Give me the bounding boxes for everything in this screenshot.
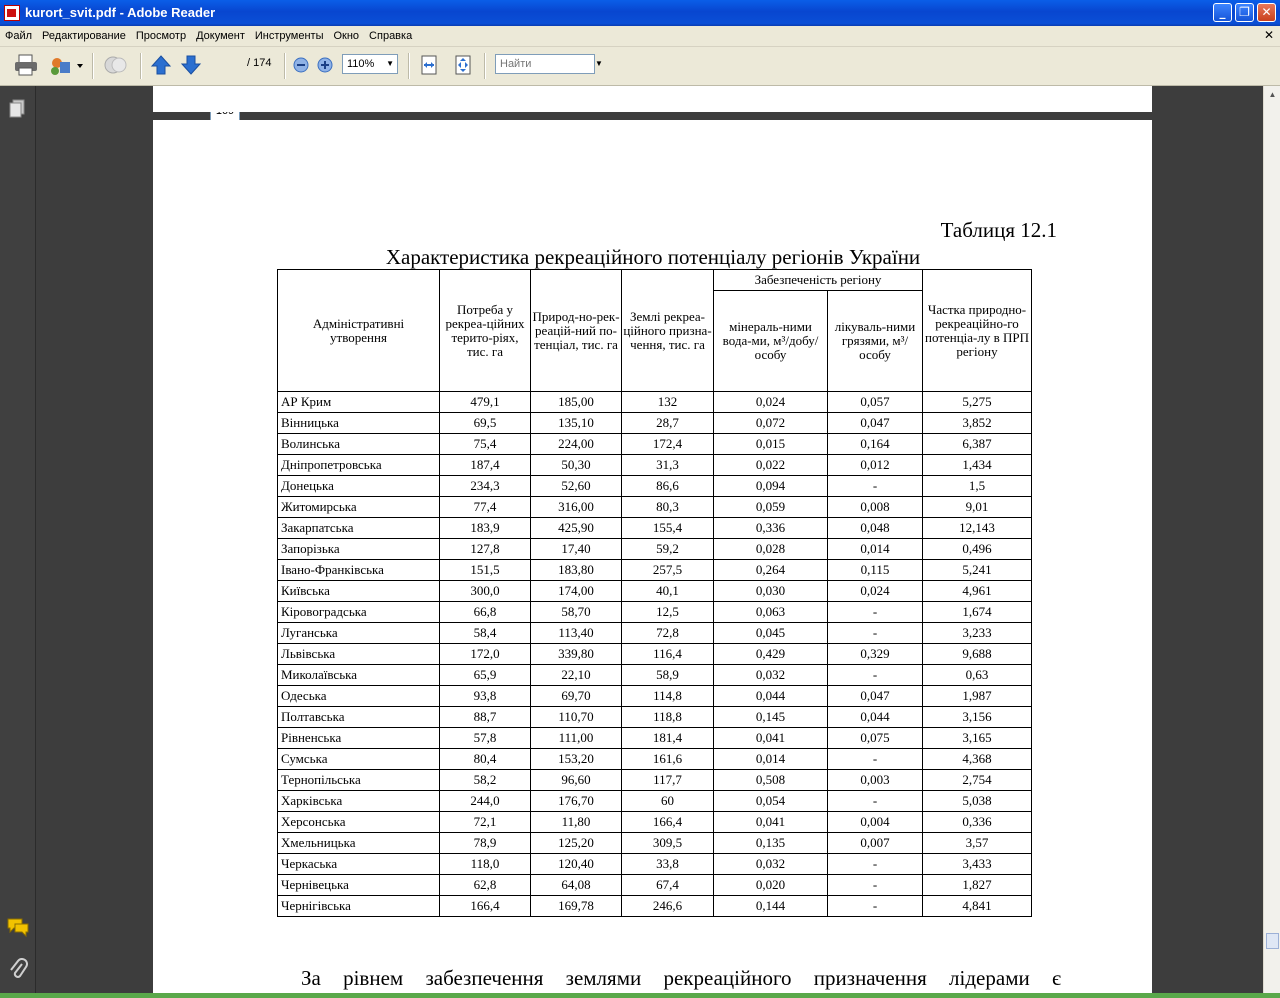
table-cell: 0,047: [828, 686, 923, 707]
table-cell: 0,024: [714, 392, 828, 413]
header-admin-units: Адміністративні утворення: [278, 270, 440, 392]
table-cell: 96,60: [531, 770, 622, 791]
table-cell: 0,030: [714, 581, 828, 602]
table-cell: 88,7: [440, 707, 531, 728]
table-cell: 80,4: [440, 749, 531, 770]
table-row: [278, 875, 1032, 896]
table-cell: 116,4: [622, 644, 714, 665]
table-row: [278, 770, 1032, 791]
table-cell: 62,8: [440, 875, 531, 896]
header-mineral-waters: мінераль-ними вода-ми, м³/добу/ особу: [714, 291, 828, 392]
table-cell: 161,6: [622, 749, 714, 770]
table-cell: 50,30: [531, 455, 622, 476]
title-bar: [0, 0, 1280, 26]
zoom-in-icon[interactable]: [316, 53, 334, 77]
table-cell: 0,063: [714, 602, 828, 623]
zoom-select[interactable]: [342, 54, 398, 74]
table-cell: 65,9: [440, 665, 531, 686]
table-cell: 3,852: [923, 413, 1032, 434]
table-cell: 0,054: [714, 791, 828, 812]
table-cell: 0,115: [828, 560, 923, 581]
table-cell: 12,5: [622, 602, 714, 623]
table-cell: 12,143: [923, 518, 1032, 539]
table-row: [278, 728, 1032, 749]
table-cell: -: [828, 602, 923, 623]
table-cell: 155,4: [622, 518, 714, 539]
table-cell: 0,028: [714, 539, 828, 560]
table-cell: 22,10: [531, 665, 622, 686]
table-cell: 174,00: [531, 581, 622, 602]
table-cell: 57,8: [440, 728, 531, 749]
table-cell: 0,045: [714, 623, 828, 644]
table-cell: 80,3: [622, 497, 714, 518]
header-therapeutic-mud: лікуваль-ними грязями, м³/особу: [828, 291, 923, 392]
close-button[interactable]: ✕: [1257, 3, 1276, 22]
table-cell: 5,241: [923, 560, 1032, 581]
table-cell: 0,144: [714, 896, 828, 917]
region-name-cell: Хмельницька: [278, 833, 440, 854]
table-cell: 1,674: [923, 602, 1032, 623]
table-cell: 125,20: [531, 833, 622, 854]
table-row: [278, 518, 1032, 539]
menu-edit[interactable]: Редактирование: [42, 30, 126, 42]
table-cell: 67,4: [622, 875, 714, 896]
table-cell: 86,6: [622, 476, 714, 497]
table-cell: 58,4: [440, 623, 531, 644]
table-cell: 3,433: [923, 854, 1032, 875]
table-cell: 111,00: [531, 728, 622, 749]
table-cell: 0,057: [828, 392, 923, 413]
scrollbar-thumb[interactable]: [1266, 933, 1279, 949]
table-cell: 176,70: [531, 791, 622, 812]
table-cell: 0,008: [828, 497, 923, 518]
table-cell: 0,164: [828, 434, 923, 455]
region-name-cell: Тернопільська: [278, 770, 440, 791]
table-row: [278, 392, 1032, 413]
table-cell: 185,00: [531, 392, 622, 413]
header-region-provision: Забезпеченість регіону: [714, 270, 923, 291]
table-cell: 114,8: [622, 686, 714, 707]
previous-page-bottom: [153, 86, 1152, 112]
table-row: [278, 623, 1032, 644]
table-row: [278, 476, 1032, 497]
table-cell: 3,165: [923, 728, 1032, 749]
region-name-cell: Івано-Франківська: [278, 560, 440, 581]
table-cell: 9,01: [923, 497, 1032, 518]
recreation-potential-table: [277, 269, 1032, 917]
table-cell: 0,496: [923, 539, 1032, 560]
table-row: [278, 833, 1032, 854]
table-cell: 0,044: [714, 686, 828, 707]
table-cell: 0,020: [714, 875, 828, 896]
table-cell: 0,022: [714, 455, 828, 476]
pages-icon[interactable]: [8, 98, 28, 120]
table-cell: 72,1: [440, 812, 531, 833]
table-cell: 166,4: [622, 812, 714, 833]
table-cell: 0,024: [828, 581, 923, 602]
table-cell: 117,7: [622, 770, 714, 791]
region-name-cell: Львівська: [278, 644, 440, 665]
table-row: [278, 497, 1032, 518]
taskbar-strip: [0, 993, 1280, 998]
next-page-icon[interactable]: [180, 53, 202, 77]
table-cell: -: [828, 476, 923, 497]
share-icon[interactable]: [48, 53, 72, 77]
table-cell: 77,4: [440, 497, 531, 518]
menu-bar: [0, 26, 1280, 47]
table-cell: 58,9: [622, 665, 714, 686]
table-cell: 316,00: [531, 497, 622, 518]
table-cell: 69,5: [440, 413, 531, 434]
table-cell: 1,827: [923, 875, 1032, 896]
table-row: [278, 812, 1032, 833]
page-total-label: / 174: [247, 57, 272, 69]
minimize-button[interactable]: _: [1213, 3, 1232, 22]
table-cell: 17,40: [531, 539, 622, 560]
table-cell: 0,047: [828, 413, 923, 434]
table-cell: 0,135: [714, 833, 828, 854]
table-cell: 339,80: [531, 644, 622, 665]
table-cell: -: [828, 749, 923, 770]
table-row: [278, 854, 1032, 875]
table-number: Таблиця 12.1: [940, 218, 1057, 242]
header-recreational-land: Землі рекреа-ційного призна-чення, тис. га: [622, 270, 714, 392]
table-cell: 28,7: [622, 413, 714, 434]
table-cell: 9,688: [923, 644, 1032, 665]
table-cell: 3,233: [923, 623, 1032, 644]
region-name-cell: Рівненська: [278, 728, 440, 749]
menu-tools[interactable]: Инструменты: [254, 30, 324, 42]
region-name-cell: Закарпатська: [278, 518, 440, 539]
table-cell: 0,007: [828, 833, 923, 854]
table-cell: -: [828, 854, 923, 875]
table-cell: 172,0: [440, 644, 531, 665]
table-cell: 31,3: [622, 455, 714, 476]
menu-view[interactable]: Просмотр: [135, 30, 187, 42]
table-row: [278, 413, 1032, 434]
table-row: [278, 602, 1032, 623]
region-name-cell: Вінницька: [278, 413, 440, 434]
navigation-panel: [0, 86, 36, 998]
table-cell: 246,6: [622, 896, 714, 917]
region-name-cell: Одеська: [278, 686, 440, 707]
table-cell: 0,032: [714, 665, 828, 686]
table-cell: 0,329: [828, 644, 923, 665]
region-name-cell: Харківська: [278, 791, 440, 812]
table-cell: 113,40: [531, 623, 622, 644]
table-cell: 135,10: [531, 413, 622, 434]
table-cell: 58,2: [440, 770, 531, 791]
fit-page-icon[interactable]: [452, 53, 474, 77]
table-cell: 120,40: [531, 854, 622, 875]
table-cell: 1,5: [923, 476, 1032, 497]
table-cell: 0,014: [714, 749, 828, 770]
adobe-reader-icon: [4, 5, 20, 21]
toolbar: [0, 47, 1280, 86]
region-name-cell: Житомирська: [278, 497, 440, 518]
menu-document[interactable]: Документ: [196, 30, 245, 42]
table-cell: 69,70: [531, 686, 622, 707]
table-row: [278, 707, 1032, 728]
table-row: [278, 455, 1032, 476]
header-potential-share: Частка природно-рекреаційно-го потенціа-лу в ПРП регіону: [923, 270, 1032, 392]
vertical-scrollbar[interactable]: [1263, 86, 1280, 998]
table-row: [278, 749, 1032, 770]
table-cell: 0,145: [714, 707, 828, 728]
table-cell: 64,08: [531, 875, 622, 896]
table-cell: 4,368: [923, 749, 1032, 770]
attachment-icon[interactable]: [8, 958, 28, 982]
table-cell: 244,0: [440, 791, 531, 812]
table-cell: 166,4: [440, 896, 531, 917]
table-cell: 0,048: [828, 518, 923, 539]
table-cell: 118,0: [440, 854, 531, 875]
find-dropdown-icon[interactable]: ▼: [595, 59, 603, 68]
table-row: [278, 791, 1032, 812]
table-cell: 52,60: [531, 476, 622, 497]
table-cell: 11,80: [531, 812, 622, 833]
region-name-cell: Полтавська: [278, 707, 440, 728]
table-cell: 2,754: [923, 770, 1032, 791]
table-row: [278, 539, 1032, 560]
table-row: [278, 434, 1032, 455]
table-cell: 309,5: [622, 833, 714, 854]
window-title: kurort_svit.pdf - Adobe Reader: [25, 5, 216, 20]
table-cell: 0,014: [828, 539, 923, 560]
menu-window[interactable]: Окно: [333, 30, 360, 42]
table-row: [278, 896, 1032, 917]
region-name-cell: Київська: [278, 581, 440, 602]
table-row: [278, 686, 1032, 707]
table-cell: 300,0: [440, 581, 531, 602]
table-cell: 40,1: [622, 581, 714, 602]
table-cell: 33,8: [622, 854, 714, 875]
collaborate-icon[interactable]: [102, 53, 130, 77]
table-cell: 187,4: [440, 455, 531, 476]
table-cell: 4,841: [923, 896, 1032, 917]
table-cell: 75,4: [440, 434, 531, 455]
region-name-cell: Миколаївська: [278, 665, 440, 686]
table-cell: 153,20: [531, 749, 622, 770]
table-cell: -: [828, 623, 923, 644]
zoom-value: 110%: [347, 58, 375, 70]
comments-icon[interactable]: [6, 916, 30, 938]
header-need-territories: Потреба у рекреа-ційних терито-ріях, тис. га: [440, 270, 531, 392]
table-cell: 0,429: [714, 644, 828, 665]
table-cell: 425,90: [531, 518, 622, 539]
table-row: [278, 665, 1032, 686]
table-cell: 0,041: [714, 728, 828, 749]
table-cell: 66,8: [440, 602, 531, 623]
table-row: [278, 581, 1032, 602]
table-cell: 0,63: [923, 665, 1032, 686]
body-paragraph: За рівнем забезпечення землями рекреаційного призначення лідерами є: [301, 966, 1061, 990]
table-cell: 151,5: [440, 560, 531, 581]
table-cell: 0,072: [714, 413, 828, 434]
table-cell: 181,4: [622, 728, 714, 749]
region-name-cell: Волинська: [278, 434, 440, 455]
table-cell: 479,1: [440, 392, 531, 413]
menu-file[interactable]: Файл: [5, 30, 33, 42]
table-cell: 60: [622, 791, 714, 812]
zoom-out-icon[interactable]: [292, 53, 310, 77]
table-row: [278, 560, 1032, 581]
find-input[interactable]: [495, 54, 595, 74]
table-cell: 257,5: [622, 560, 714, 581]
table-cell: 169,78: [531, 896, 622, 917]
chevron-down-icon: ▼: [386, 59, 394, 68]
table-cell: 93,8: [440, 686, 531, 707]
table-cell: 0,015: [714, 434, 828, 455]
table-cell: 59,2: [622, 539, 714, 560]
table-cell: 234,3: [440, 476, 531, 497]
table-cell: 78,9: [440, 833, 531, 854]
menu-help[interactable]: Справка: [369, 30, 413, 42]
table-cell: 3,156: [923, 707, 1032, 728]
table-cell: 127,8: [440, 539, 531, 560]
table-cell: 110,70: [531, 707, 622, 728]
table-cell: 0,336: [923, 812, 1032, 833]
table-cell: 0,003: [828, 770, 923, 791]
print-icon[interactable]: [12, 53, 40, 77]
table-cell: 0,044: [828, 707, 923, 728]
region-name-cell: Сумська: [278, 749, 440, 770]
table-cell: 0,041: [714, 812, 828, 833]
table-cell: 224,00: [531, 434, 622, 455]
close-document-icon[interactable]: ✕: [1263, 28, 1274, 42]
region-name-cell: Луганська: [278, 623, 440, 644]
region-name-cell: АР Крим: [278, 392, 440, 413]
table-cell: 0,094: [714, 476, 828, 497]
table-cell: 0,032: [714, 854, 828, 875]
table-cell: 0,004: [828, 812, 923, 833]
table-cell: 0,508: [714, 770, 828, 791]
header-natural-potential: Природ-но-рек-реацій-ний по-тенціал, тис. га: [531, 270, 622, 392]
table-cell: 58,70: [531, 602, 622, 623]
table-cell: 5,275: [923, 392, 1032, 413]
region-name-cell: Кіровоградська: [278, 602, 440, 623]
region-name-cell: Донецька: [278, 476, 440, 497]
table-cell: 3,57: [923, 833, 1032, 854]
table-cell: 6,387: [923, 434, 1032, 455]
region-name-cell: Херсонська: [278, 812, 440, 833]
table-cell: 0,059: [714, 497, 828, 518]
table-cell: -: [828, 875, 923, 896]
table-cell: 183,80: [531, 560, 622, 581]
table-cell: -: [828, 896, 923, 917]
table-title: Характеристика рекреаційного потенціалу регіонів України: [385, 245, 921, 269]
region-name-cell: Чернівецька: [278, 875, 440, 896]
restore-button[interactable]: ❐: [1235, 3, 1254, 22]
table-cell: 0,012: [828, 455, 923, 476]
table-row: [278, 644, 1032, 665]
region-name-cell: Черкаська: [278, 854, 440, 875]
table-cell: -: [828, 791, 923, 812]
table-cell: 5,038: [923, 791, 1032, 812]
region-name-cell: Запорізька: [278, 539, 440, 560]
table-cell: 132: [622, 392, 714, 413]
region-name-cell: Чернігівська: [278, 896, 440, 917]
table-cell: 1,434: [923, 455, 1032, 476]
table-cell: 0,336: [714, 518, 828, 539]
table-cell: 0,075: [828, 728, 923, 749]
table-cell: 1,987: [923, 686, 1032, 707]
region-name-cell: Дніпропетровська: [278, 455, 440, 476]
fit-width-icon[interactable]: [418, 53, 440, 77]
table-cell: 72,8: [622, 623, 714, 644]
table-cell: 0,264: [714, 560, 828, 581]
scroll-up-icon[interactable]: ▲: [1268, 90, 1277, 99]
table-cell: 4,961: [923, 581, 1032, 602]
table-cell: -: [828, 665, 923, 686]
table-cell: 172,4: [622, 434, 714, 455]
chevron-down-icon[interactable]: [75, 53, 85, 77]
previous-page-icon[interactable]: [150, 53, 172, 77]
table-cell: 183,9: [440, 518, 531, 539]
table-cell: 118,8: [622, 707, 714, 728]
